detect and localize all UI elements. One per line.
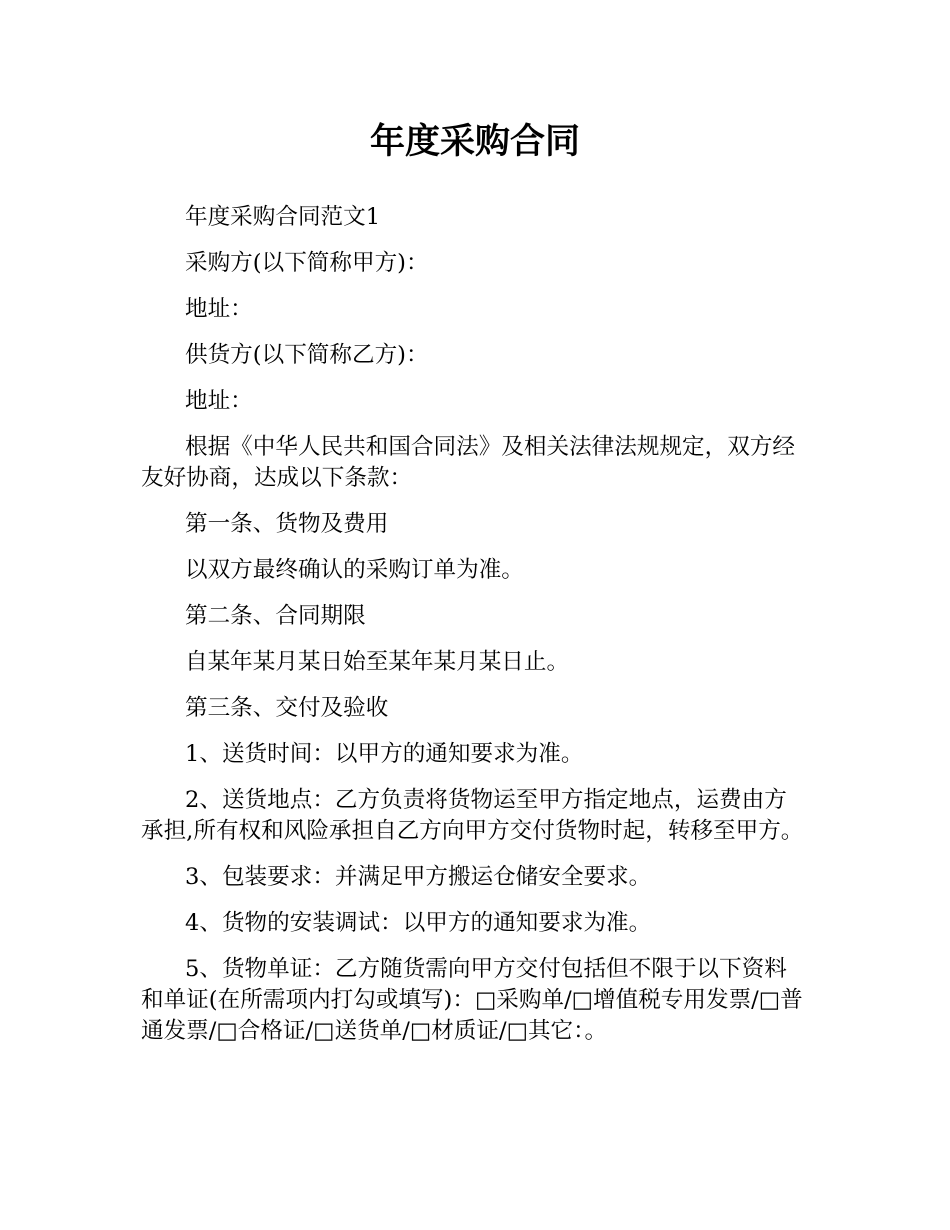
paragraph-packaging: 3、包装要求：并满足甲方搬运仓储安全要求。: [185, 864, 652, 890]
paragraph-documents: 5、货物单证：乙方随货需向甲方交付包括但不限于以下资料和单证(在所需项内打勾或填写)：□采购单/□增值税专用发票/□普通发票/□合格证/□送货单/□材质证/□其它：。: [141, 956, 803, 1044]
paragraph-article-3-title: 第三条、交付及验收: [185, 695, 389, 721]
document-body: [141, 202, 809, 1062]
paragraph-delivery-time: 1、送货时间：以甲方的通知要求为准。: [185, 741, 584, 767]
paragraph-installation: 4、货物的安装调试：以甲方的通知要求为准。: [185, 910, 652, 936]
paragraph-buyer: 采购方(以下简称甲方)：: [185, 250, 429, 276]
paragraph-article-1-text: 以双方最终确认的采购订单为准。: [185, 557, 524, 583]
paragraph-delivery-location: 2、送货地点：乙方负责将货物运至甲方指定地点，运费由方承担,所有权和风险承担自乙方向甲方交付货物时起，转移至甲方。: [141, 787, 804, 844]
paragraph-article-2-text: 自某年某月某日始至某年某月某日止。: [185, 649, 570, 675]
document-title: 年度采购合同: [369, 122, 580, 162]
paragraph-buyer-address: 地址：: [185, 296, 253, 322]
paragraph-article-1-title: 第一条、货物及费用: [185, 511, 389, 537]
paragraph-supplier: 供货方(以下简称乙方)：: [185, 342, 429, 368]
paragraph-supplier-address: 地址：: [185, 388, 253, 414]
paragraph-heading: 年度采购合同范文1: [185, 204, 381, 230]
paragraph-article-2-title: 第二条、合同期限: [185, 603, 366, 629]
paragraph-preamble: 根据《中华人民共和国合同法》及相关法律法规规定，双方经友好协商，达成以下条款：: [141, 434, 796, 491]
